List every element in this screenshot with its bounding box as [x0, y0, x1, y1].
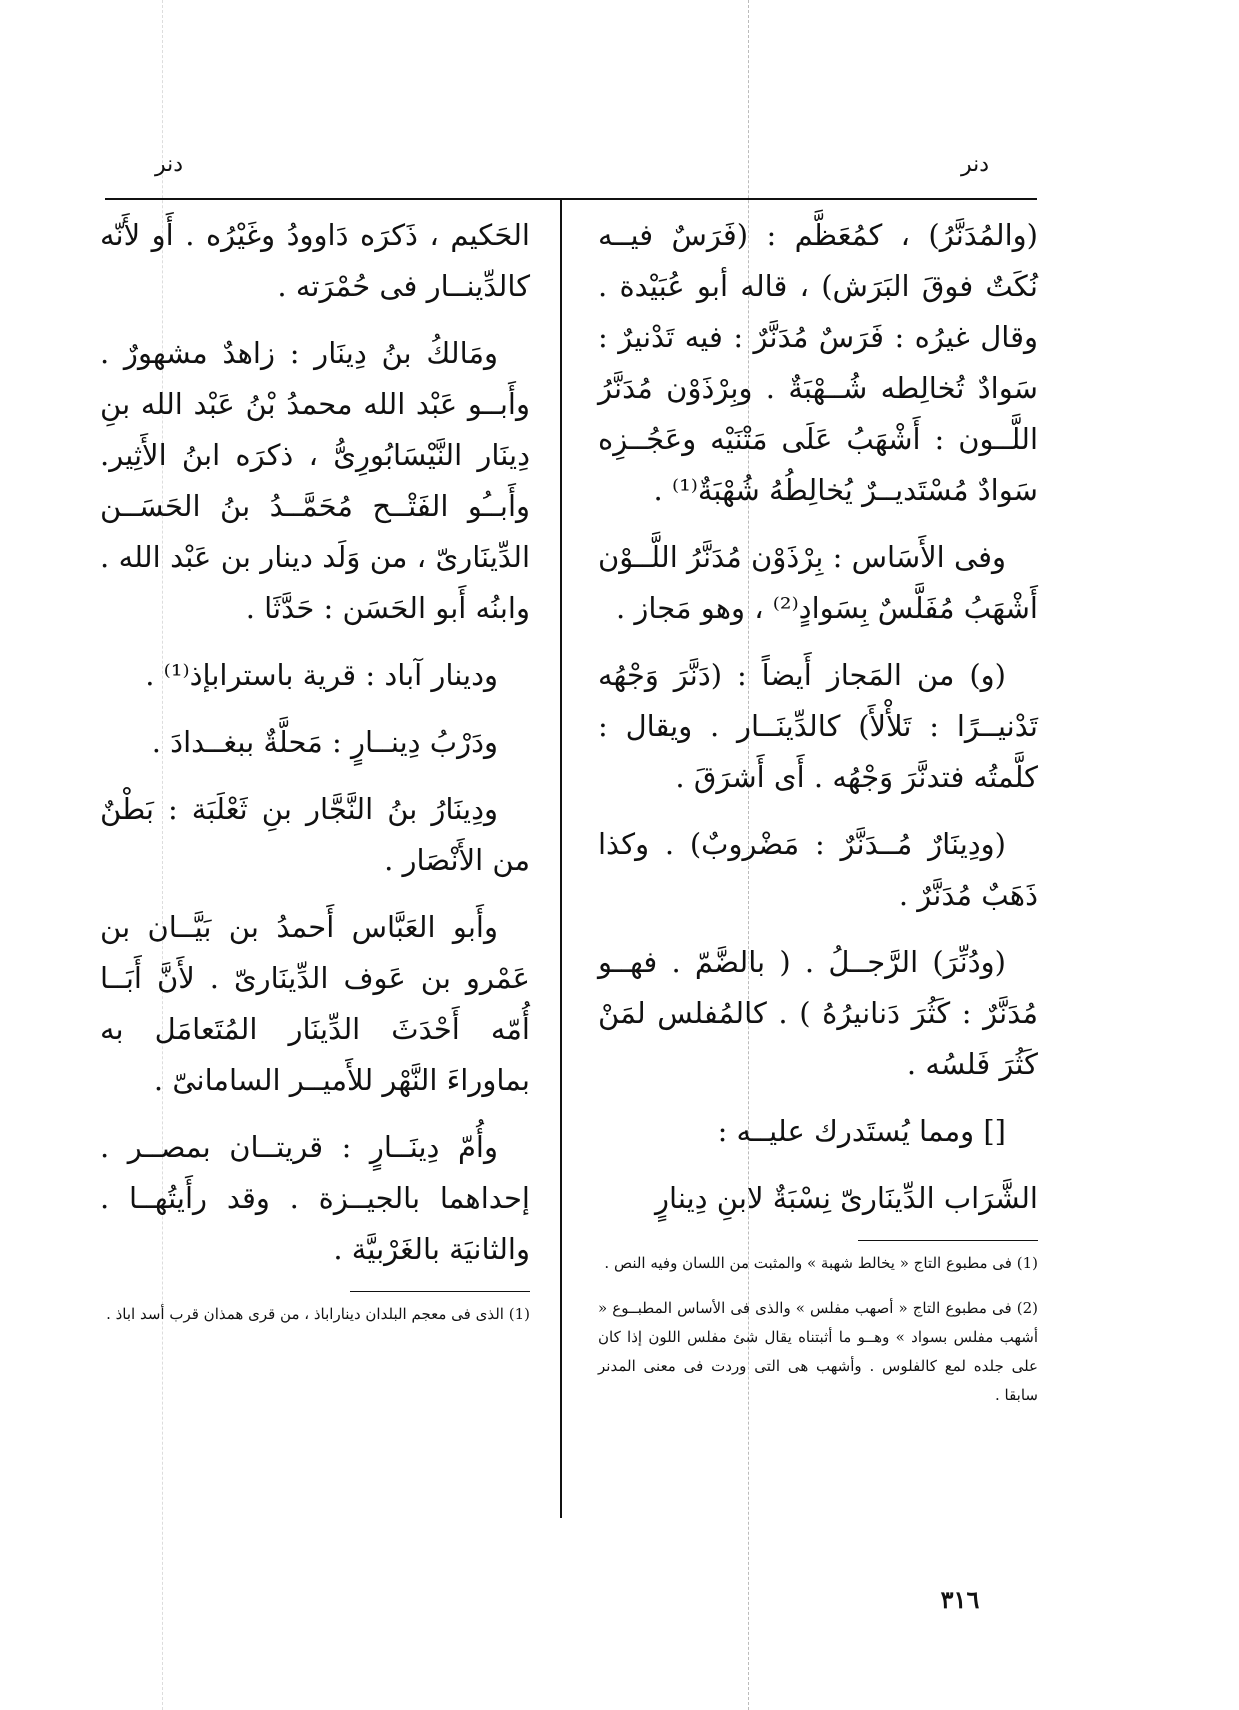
footnote-rule [350, 1291, 530, 1292]
paragraph: (ودُنِّرَ) الرَّجــلُ . ( بالضَّمّ . فهــو مُدَنَّرٌ : كَثُرَ دَنانيرُهُ ) . كالمُفلس لمَنْ كَثُرَ فَلسُه . [598, 945, 1038, 1081]
column-divider [560, 200, 562, 1518]
page-number: ٣١٦ [940, 1585, 980, 1614]
paragraph: (ودِينَارٌ مُــدَنَّرٌ : مَضْروبٌ) . وكذا ذَهَبٌ مُدَنَّرٌ . [598, 827, 1038, 912]
paragraph: [] ومما يُستَدرك عليــه : [717, 1114, 1006, 1148]
footnote: (1) الذى فى معجم البلدان ديناراباذ ، من قرى همذان قرب أسد اباذ . [106, 1305, 530, 1323]
paragraph: ودِينَارُ بنُ النَّجَّار بنِ ثَعْلَبَة : بَطْنٌ من الأَنْصَار . [100, 792, 530, 877]
paragraph: وفى الأَسَاس : بِرْذَوْن مُدَنَّرُ اللَّــوْن أَشْهَبُ مُفَلَّسٌ بِسَوادٍ⁽²⁾ ، وهو مَجاز . [598, 540, 1038, 625]
paragraph: ومَالكُ بنُ دِينَار : زاهدٌ مشهورٌ . وأَبــو عَبْد الله محمدُ بْنُ عَبْد الله بنِ دِينَار النَّيْسَابُورِىُّ ، ذكرَه ابنُ الأَثِير. وأَبــُو الفَتْــح مُحَمَّــدُ بنُ الحَسَــن الدِّينَارىّ ، من وَلَد دينار بن عَبْد الله . وابنُه أَبو الحَسَن : حَدَّثَا . [100, 336, 530, 625]
paragraph: ودينار آباد : قرية باسترابإذ⁽¹⁾ . [145, 658, 498, 692]
paragraph: الشَّرَاب الدِّينَارىّ نِسْبَةٌ لابنِ دِينارٍ [655, 1181, 1038, 1215]
paragraph: الحَكيم ، ذَكرَه دَاوودُ وغَيْرُه . أَو لأَنّه كالدِّينــار فى حُمْرَته . [100, 218, 530, 303]
left-column [100, 210, 530, 1345]
running-head-left: دنر [155, 152, 184, 177]
footnote-rule [858, 1240, 1038, 1241]
header-rule [105, 198, 1037, 200]
right-column [598, 210, 1038, 1426]
footnote: (1) فى مطبوع التاج « يخالط شهبة » والمثبت من اللسان وفيه النص . [604, 1254, 1038, 1272]
paragraph: وأَبو العَبَّاس أَحمدُ بن بَيَّــان بن عَمْرو بن عَوف الدِّينَارىّ . لأَنَّ أَبَــا أُمّه أَحْدَثَ الدِّينَار المُتَعامَل به بماوراءَ النَّهْر للأَميــر السامانىّ . [100, 910, 530, 1097]
running-head-right: دنر [960, 152, 989, 177]
paragraph: وأُمّ دِينَــارٍ : قريتــان بمصــر . إحداهما بالجيــزة . وقد رأَيتُهــا . والثانيَة بالغَرْبيَّة . [100, 1130, 530, 1266]
footnote: (2) فى مطبوع التاج « أصهب مفلس » والذى فى الأساس المطبــوع « أشهب مفلس بسواد » وهــو ما أثبتناه يقال شئ مفلس اللون إذا كان على جلده لمع كالفلوس . وأشهب هى التى وردت فى معنى المدنر سابقا . [598, 1299, 1038, 1404]
paragraph: (والمُدَنَّرُ) ، كمُعَظَّم : (فَرَسٌ فيــه نُكَتٌ فوقَ البَرَش) ، قاله أبو عُبَيْدة . وقال غيرُه : فَرَسٌ مُدَنَّرٌ : فيه تَدْنيرٌ : سَوادٌ تُخالِطه شُــهْبَةٌ . وبِرْذَوْن مُدَنَّرُ اللَّــون : أَشْهَبُ عَلَى مَتْنَيْه وعَجُــزِه سَوادٌ مُسْتَديــرٌ يُخالِطُهُ شُهْبَةٌ⁽¹⁾ . [598, 218, 1038, 507]
paragraph: ودَرْبُ دِينــارٍ : مَحلَّةٌ ببغــدادَ . [151, 725, 498, 759]
paragraph: (و) من المَجاز أَيضاً : (دَنَّرَ وَجْهُه تَدْنيــرًا : تَلأْلأَ) كالدِّينَــار . ويقال : كلَّمتُه فتدنَّرَ وَجْهُه . أَى أَشرَقَ . [598, 658, 1038, 794]
